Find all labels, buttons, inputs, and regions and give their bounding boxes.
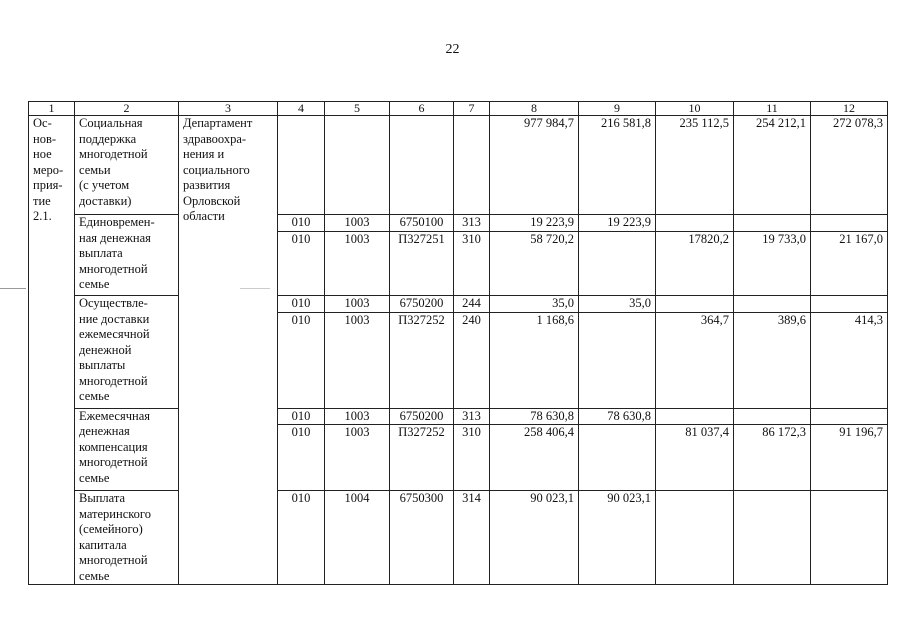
amount-cell: 19 733,0 xyxy=(734,232,811,296)
code-cell: 314 xyxy=(454,491,490,585)
table-row xyxy=(29,408,888,425)
measure-label-cell: Единовремен- ная денежная выплата многодетной семье xyxy=(75,215,179,296)
code-cell: 313 xyxy=(454,408,490,425)
empty-cell xyxy=(390,116,454,215)
amount-cell: 91 196,7 xyxy=(811,425,888,491)
header-cell: 8 xyxy=(490,102,579,116)
amount-cell: 272 078,3 xyxy=(811,116,888,215)
header-cell: 9 xyxy=(579,102,656,116)
amount-cell xyxy=(656,296,734,313)
amount-cell: 19 223,9 xyxy=(490,215,579,232)
scan-mark xyxy=(240,288,270,289)
empty-cell xyxy=(325,116,390,215)
table-row xyxy=(29,491,888,585)
amount-cell xyxy=(734,296,811,313)
header-row xyxy=(29,102,888,116)
budget-table xyxy=(28,101,888,585)
header-cell: 6 xyxy=(390,102,454,116)
table-row xyxy=(29,116,888,215)
code-cell: 1003 xyxy=(325,232,390,296)
amount-cell: 364,7 xyxy=(656,312,734,408)
event-code-cell: Ос- нов- ное меро- прия- тие 2.1. xyxy=(29,116,75,585)
header-cell: 2 xyxy=(75,102,179,116)
amount-cell xyxy=(734,215,811,232)
amount-cell: 90 023,1 xyxy=(490,491,579,585)
header-cell: 11 xyxy=(734,102,811,116)
header-cell: 1 xyxy=(29,102,75,116)
code-cell: П327251 xyxy=(390,232,454,296)
amount-cell: 58 720,2 xyxy=(490,232,579,296)
amount-cell xyxy=(579,312,656,408)
amount-cell xyxy=(811,491,888,585)
amount-cell: 19 223,9 xyxy=(579,215,656,232)
code-cell: 310 xyxy=(454,232,490,296)
code-cell: 010 xyxy=(278,425,325,491)
amount-cell xyxy=(656,215,734,232)
amount-cell: 35,0 xyxy=(579,296,656,313)
amount-cell: 389,6 xyxy=(734,312,811,408)
amount-cell: 17820,2 xyxy=(656,232,734,296)
code-cell: П327252 xyxy=(390,425,454,491)
code-cell: 010 xyxy=(278,215,325,232)
header-cell: 3 xyxy=(179,102,278,116)
code-cell: 010 xyxy=(278,312,325,408)
amount-cell: 235 112,5 xyxy=(656,116,734,215)
code-cell: 310 xyxy=(454,425,490,491)
code-cell: 6750200 xyxy=(390,296,454,313)
code-cell: 1003 xyxy=(325,312,390,408)
code-cell: 1004 xyxy=(325,491,390,585)
amount-cell: 35,0 xyxy=(490,296,579,313)
amount-cell: 21 167,0 xyxy=(811,232,888,296)
amount-cell xyxy=(811,215,888,232)
amount-cell xyxy=(656,491,734,585)
code-cell: 1003 xyxy=(325,408,390,425)
amount-cell: 1 168,6 xyxy=(490,312,579,408)
amount-cell xyxy=(811,408,888,425)
code-cell: 6750200 xyxy=(390,408,454,425)
header-cell: 5 xyxy=(325,102,390,116)
header-cell: 12 xyxy=(811,102,888,116)
amount-cell: 90 023,1 xyxy=(579,491,656,585)
code-cell: 313 xyxy=(454,215,490,232)
header-cell: 10 xyxy=(656,102,734,116)
code-cell: 1003 xyxy=(325,296,390,313)
code-cell: 6750100 xyxy=(390,215,454,232)
code-cell: 240 xyxy=(454,312,490,408)
amount-cell: 78 630,8 xyxy=(490,408,579,425)
code-cell: П327252 xyxy=(390,312,454,408)
amount-cell: 81 037,4 xyxy=(656,425,734,491)
header-cell: 4 xyxy=(278,102,325,116)
executor-cell: Департамент здравоохра- нения и социального развития Орловской области xyxy=(179,116,278,585)
amount-cell: 216 581,8 xyxy=(579,116,656,215)
amount-cell xyxy=(579,232,656,296)
scan-mark xyxy=(0,288,26,289)
code-cell: 6750300 xyxy=(390,491,454,585)
code-cell: 010 xyxy=(278,491,325,585)
table-row xyxy=(29,215,888,232)
page-number: 22 xyxy=(445,42,460,57)
amount-cell xyxy=(811,296,888,313)
amount-cell: 414,3 xyxy=(811,312,888,408)
code-cell: 244 xyxy=(454,296,490,313)
amount-cell: 977 984,7 xyxy=(490,116,579,215)
amount-cell xyxy=(734,491,811,585)
measure-label-cell: Выплата материнского (семейного) капитала многодетной семье xyxy=(75,491,179,585)
code-cell: 010 xyxy=(278,232,325,296)
empty-cell xyxy=(278,116,325,215)
amount-cell: 258 406,4 xyxy=(490,425,579,491)
amount-cell xyxy=(734,408,811,425)
code-cell: 010 xyxy=(278,408,325,425)
measure-label-cell: Ежемесячная денежная компенсация многодетной семье xyxy=(75,408,179,491)
header-cell: 7 xyxy=(454,102,490,116)
amount-cell xyxy=(656,408,734,425)
measure-label-cell: Социальная поддержка многодетной семьи (с учетом доставки) xyxy=(75,116,179,215)
code-cell: 010 xyxy=(278,296,325,313)
amount-cell: 254 212,1 xyxy=(734,116,811,215)
code-cell: 1003 xyxy=(325,425,390,491)
amount-cell: 78 630,8 xyxy=(579,408,656,425)
measure-label-cell: Осуществле- ние доставки ежемесячной денежной выплаты многодетной семье xyxy=(75,296,179,409)
code-cell: 1003 xyxy=(325,215,390,232)
amount-cell: 86 172,3 xyxy=(734,425,811,491)
amount-cell xyxy=(579,425,656,491)
empty-cell xyxy=(454,116,490,215)
table-row xyxy=(29,296,888,313)
